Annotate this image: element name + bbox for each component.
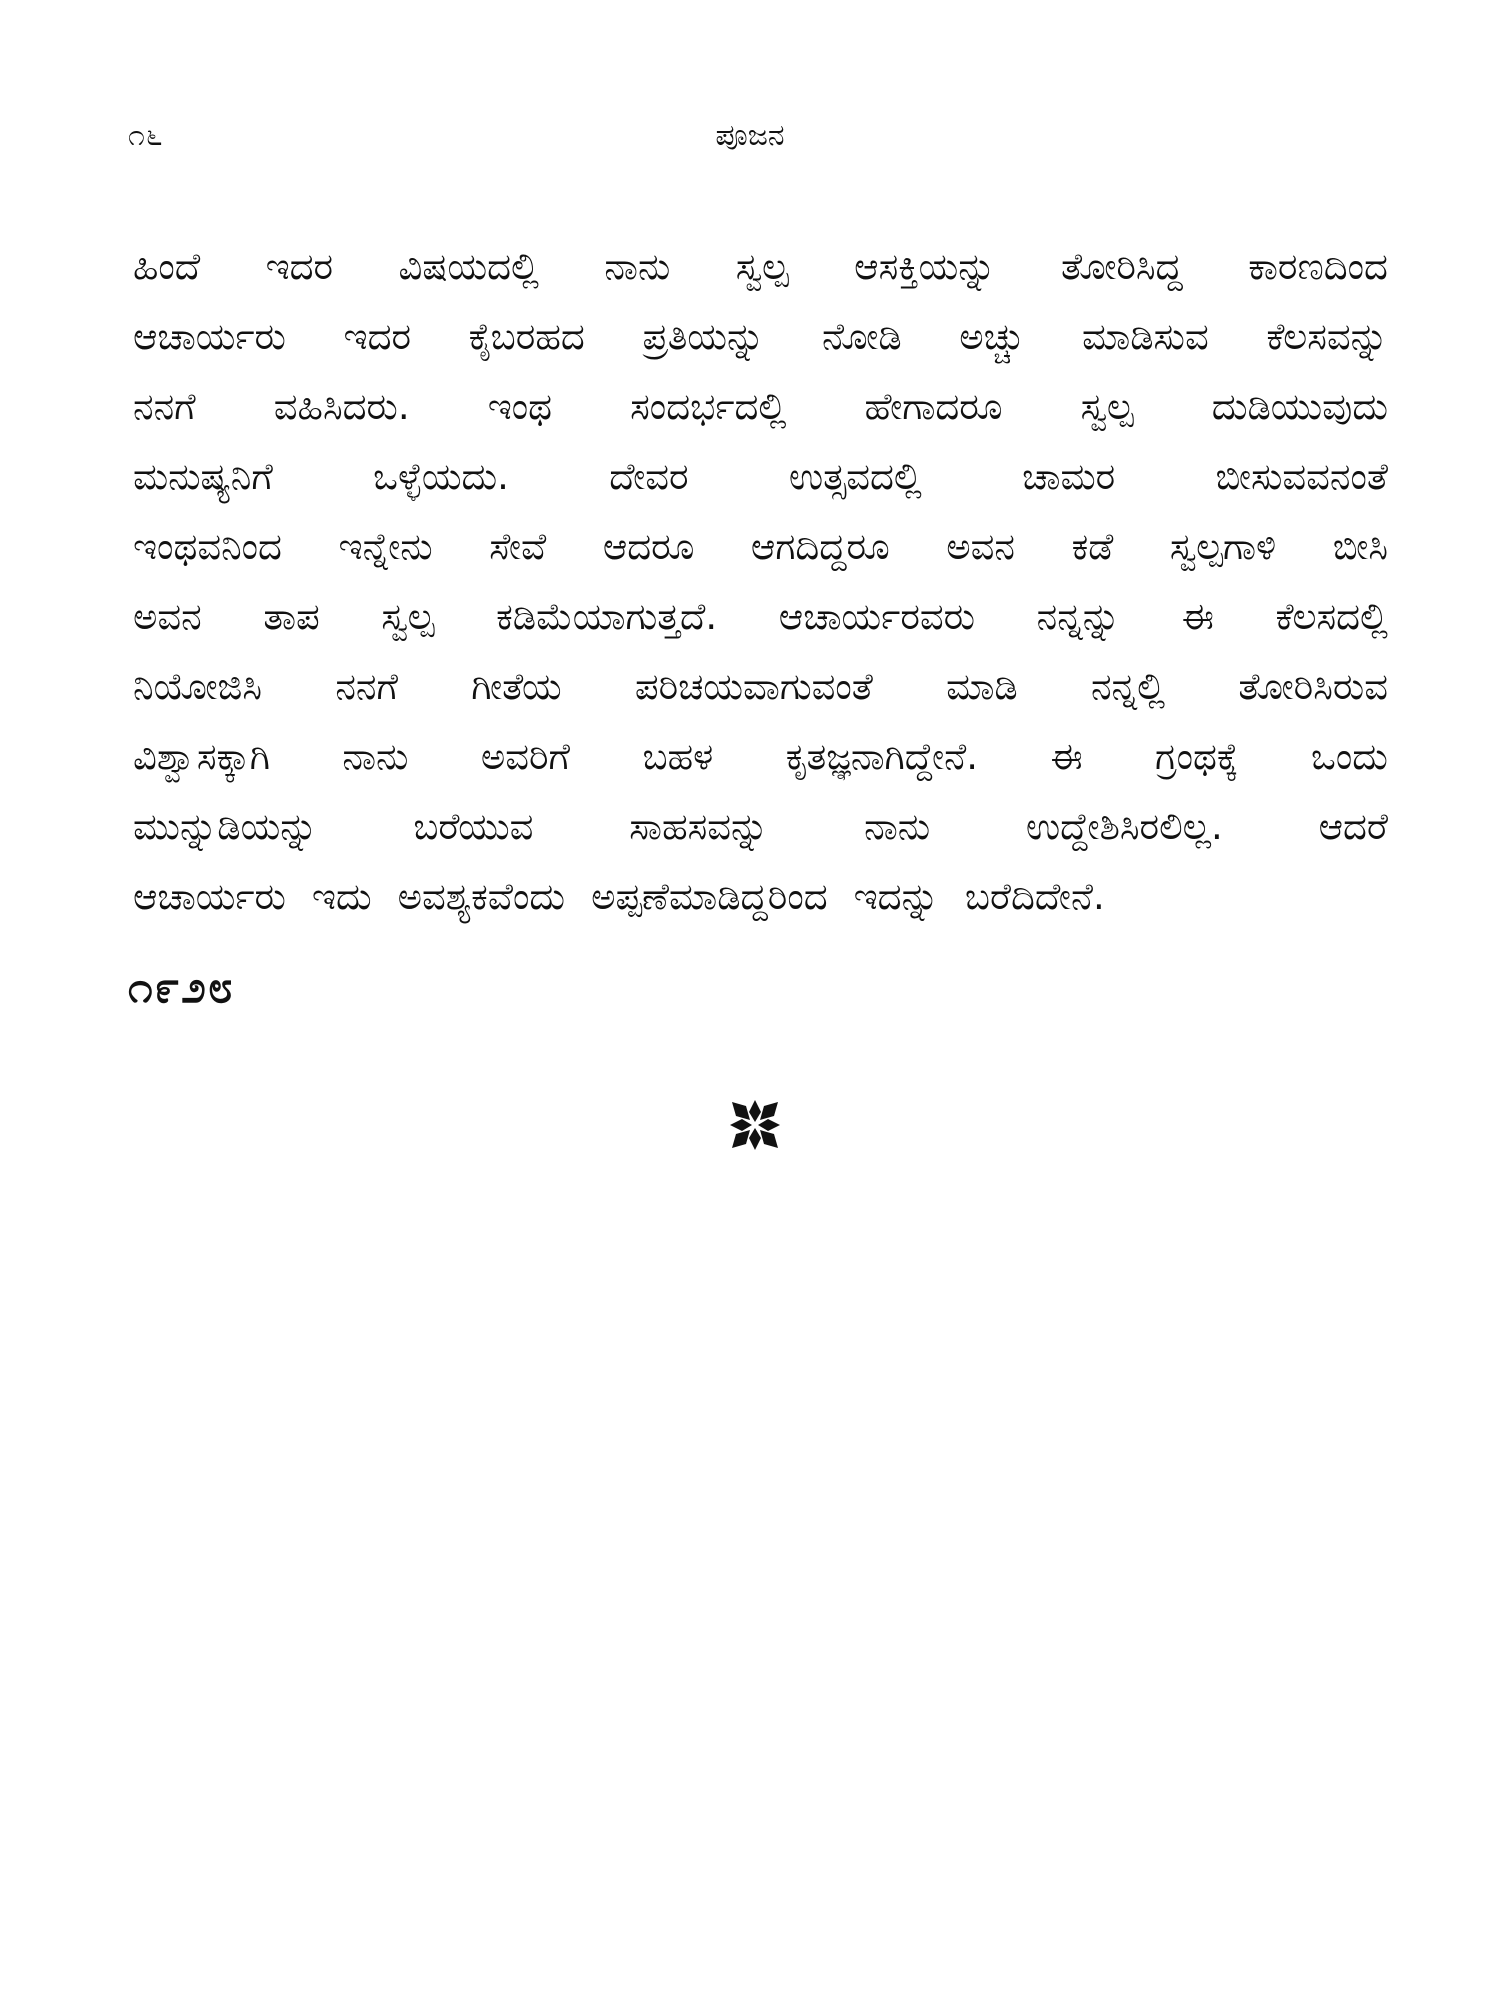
word: ಕೆಲಸದಲ್ಲಿ — [1275, 595, 1388, 638]
word: ಕಡೆ — [1071, 525, 1114, 568]
word: ತೋರಿಸಿದ್ದ — [1061, 245, 1183, 288]
word: ಆಚಾರ್ಯರು — [133, 315, 286, 358]
word: ಬರೆದಿದೇನೆ. — [964, 875, 1105, 918]
word: ಕೆಲಸವನ್ನು — [1266, 315, 1388, 358]
word: ಬೀಸಿ — [1332, 525, 1388, 568]
word: ನಾನು — [342, 735, 409, 778]
word: ಮನುಷ್ಯನಿಗೆ — [133, 455, 273, 498]
word: ದುಡಿಯುವುದು — [1211, 385, 1388, 428]
text-line — [133, 302, 1388, 372]
word: ಆಚಾರ್ಯರವರು — [778, 595, 975, 638]
word: ಕಾರಣದಿಂದ — [1248, 245, 1388, 288]
text-line — [133, 792, 1388, 862]
word: ದೇವರ — [609, 455, 689, 498]
word: ಸ್ವಲ್ಪಗಾಳಿ — [1169, 525, 1277, 568]
word: ಇದರ — [265, 245, 334, 288]
text-line — [133, 722, 1388, 792]
word: ಅವನ — [946, 525, 1016, 568]
word: ನಿಯೋಜಿಸಿ — [133, 665, 263, 708]
word: ಒಳ್ಳೆಯದು. — [373, 455, 509, 498]
text-line — [133, 372, 1388, 442]
text-line — [133, 862, 1388, 932]
word: ಸ್ವಲ್ಪ — [1080, 385, 1134, 428]
word: ಆಸಕ್ತಿಯನ್ನು — [854, 245, 996, 288]
word: ಇದು — [311, 875, 372, 918]
word: ಅಪ್ಪಣೆಮಾಡಿದ್ದರಿಂದ — [591, 875, 828, 918]
word: ಬಹಳ — [642, 735, 714, 778]
word: ಅಚ್ಚು — [959, 315, 1025, 358]
year-signature: ೧೯೨೮ — [128, 962, 235, 1013]
word: ಆದರೆ — [1318, 805, 1388, 848]
word: ಉತ್ಸವದಲ್ಲಿ — [788, 455, 922, 498]
word: ಆಗದಿದ್ದರೂ — [750, 525, 890, 568]
word: ಈ — [1050, 735, 1083, 778]
word: ಸಂದರ್ಭದಲ್ಲಿ — [630, 385, 787, 428]
word: ಅವರಿಗೆ — [480, 735, 570, 778]
word: ವಿಶ್ವಾಸಕ್ಕಾಗಿ — [133, 735, 270, 778]
word: ಅವನ — [133, 595, 202, 638]
word: ಕೃತಜ್ಞನಾಗಿದ್ದೇನೆ. — [785, 735, 978, 778]
text-line — [133, 232, 1388, 302]
word: ಕೈಬರಹದ — [468, 315, 585, 358]
word: ಸ್ವಲ್ಪ — [381, 595, 435, 638]
word: ಮಾಡಿ — [946, 665, 1018, 708]
word: ಆಚಾರ್ಯರು — [133, 875, 286, 918]
word: ಹೇಗಾದರೂ — [864, 385, 1003, 428]
word: ನನ್ನಲ್ಲಿ — [1090, 665, 1166, 708]
word: ತಾಪ — [263, 595, 320, 638]
word: ವಹಿಸಿದರು. — [273, 385, 410, 428]
quatrefoil-ornament-icon — [728, 1098, 782, 1152]
word: ಅವಶ್ಯಕವೆಂದು — [397, 875, 566, 918]
word: ಪ್ರತಿಯನ್ನು — [642, 315, 765, 358]
word: ನನಗೆ — [133, 385, 196, 428]
word: ನಾನು — [864, 805, 931, 848]
text-line — [133, 652, 1388, 722]
page-number: ೧೬ — [128, 118, 164, 153]
word: ಮಾಡಿಸುವ — [1081, 315, 1209, 358]
word: ನನ್ನನ್ನು — [1036, 595, 1121, 638]
word: ಹಿಂದೆ — [133, 245, 201, 288]
word: ನೋಡಿ — [822, 315, 902, 358]
word: ಬೀಸುವವನಂತೆ — [1215, 455, 1388, 498]
word: ಗ್ರಂಥಕ್ಕೆ — [1155, 735, 1239, 778]
word: ವಿಷಯದಲ್ಲಿ — [398, 245, 539, 288]
word: ಮುನ್ನುಡಿಯನ್ನು — [133, 805, 318, 848]
body-paragraph — [133, 232, 1388, 932]
word: ಆದರೂ — [602, 525, 695, 568]
word: ಈ — [1181, 595, 1214, 638]
word: ಬರೆಯುವ — [413, 805, 534, 848]
word: ಇಂಥವನಿಂದ — [133, 525, 282, 568]
word: ಒಂದು — [1310, 735, 1388, 778]
word: ಇನ್ನೇನು — [338, 525, 433, 568]
text-line — [133, 582, 1388, 652]
word: ಉದ್ದೇಶಿಸಿರಲಿಲ್ಲ. — [1025, 805, 1223, 848]
word: ಚಾಮರ — [1022, 455, 1116, 498]
text-line — [133, 442, 1388, 512]
word: ಇದರ — [343, 315, 412, 358]
word: ಸ್ವಲ್ಪ — [735, 245, 789, 288]
running-title: ಪೂಜನ — [715, 118, 785, 153]
word: ನನಗೆ — [335, 665, 398, 708]
word: ನಾನು — [604, 245, 671, 288]
word: ಕಡಿಮೆಯಾಗುತ್ತದೆ. — [496, 595, 718, 638]
word: ಸಾಹಸವನ್ನು — [629, 805, 769, 848]
word: ಪರಿಚಯವಾಗುವಂತೆ — [634, 665, 873, 708]
word: ತೋರಿಸಿರುವ — [1238, 665, 1388, 708]
text-line — [133, 512, 1388, 582]
word: ಇಂಥ — [487, 385, 553, 428]
word: ಇದನ್ನು — [853, 875, 939, 918]
word: ಸೇವೆ — [489, 525, 547, 568]
word: ಗೀತೆಯ — [471, 665, 562, 708]
